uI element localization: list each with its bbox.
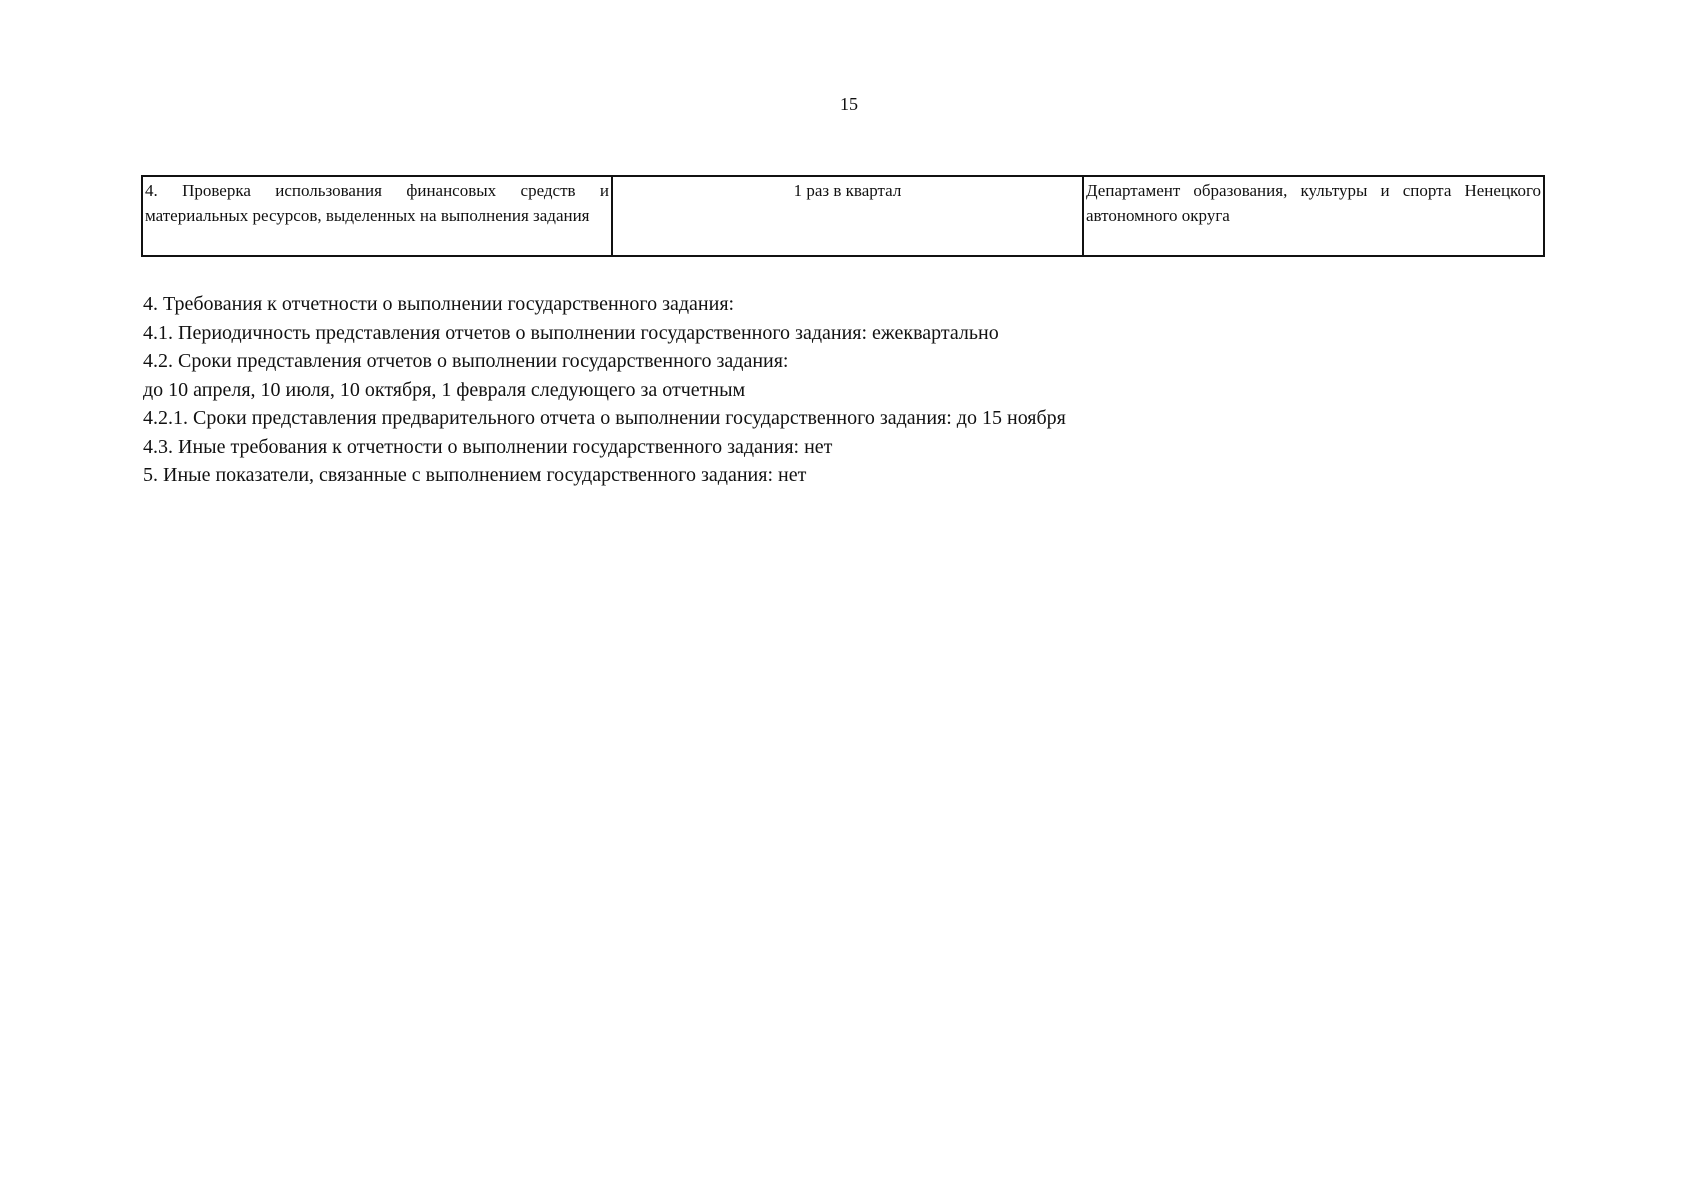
report-requirements	[143, 290, 1543, 490]
report-preliminary-deadline: 4.2.1. Сроки представления предварительного отчета о выполнении государственного задания: до 15 ноября	[143, 407, 1066, 429]
control-action-cell: 4. Проверка использования финансовых средств и материальных ресурсов, выделенных на выполнения задания	[142, 176, 612, 256]
report-periodicity: 4.1. Периодичность представления отчетов о выполнении государственного задания: ежеквартально	[143, 321, 999, 344]
report-deadlines-dates: до 10 апреля, 10 июля, 10 октября, 1 февраля следующего за отчетным	[143, 378, 746, 401]
other-indicators: 5. Иные показатели, связанные с выполнением государственного задания: нет	[143, 464, 807, 486]
control-authority-cell: Департамент образования, культуры и спорта Ненецкого автономного округа	[1083, 176, 1544, 256]
report-other-requirements: 4.3. Иные требования к отчетности о выполнении государственного задания: нет	[143, 435, 833, 458]
page-number: 15	[840, 94, 858, 114]
report-deadlines-heading: 4.2. Сроки представления отчетов о выполнении государственного задания:	[143, 350, 789, 372]
report-requirements-heading: 4. Требования к отчетности о выполнении государственного задания:	[143, 293, 735, 315]
control-table	[141, 175, 1545, 257]
control-frequency-cell: 1 раз в квартал	[612, 176, 1083, 256]
table-row	[142, 176, 1544, 256]
